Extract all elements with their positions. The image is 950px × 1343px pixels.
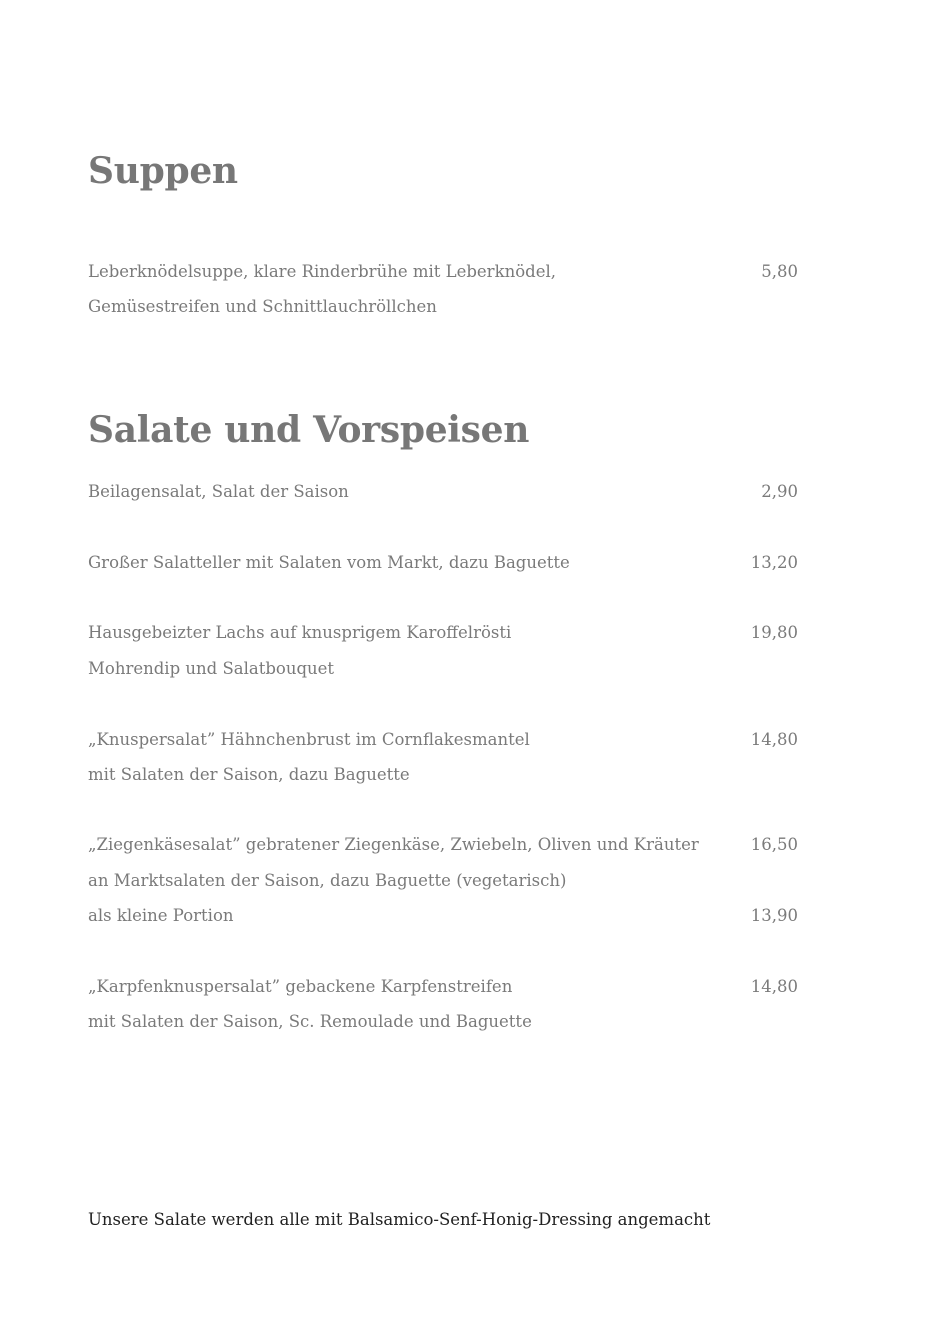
menu-item-price: 2,90 (761, 482, 798, 501)
menu-item-description: mit Salaten der Saison, Sc. Remoulade und Baguette (88, 1012, 532, 1031)
menu-item-description: Leberknödelsuppe, klare Rinderbrühe mit Leberknödel, (88, 262, 556, 281)
menu-item-description: als kleine Portion (88, 906, 234, 925)
menu-item-price: 16,50 (750, 835, 798, 854)
menu-item-description: Beilagensalat, Salat der Saison (88, 482, 349, 501)
menu-item-price: 5,80 (761, 262, 798, 281)
section-title-salate: Salate und Vorspeisen (88, 409, 530, 451)
menu-item-description: Gemüsestreifen und Schnittlauchröllchen (88, 297, 437, 316)
menu-item-description: an Marktsalaten der Saison, dazu Baguette (vegetarisch) (88, 871, 567, 890)
menu-item-description: „Knuspersalat” Hähnchenbrust im Cornflakesmantel (88, 730, 530, 749)
menu-item-description: „Ziegenkäsesalat” gebratener Ziegenkäse, Zwiebeln, Oliven und Kräuter (88, 835, 699, 854)
section-title-suppen: Suppen (88, 150, 238, 192)
menu-item-description: „Karpfenknuspersalat” gebackene Karpfenstreifen (88, 977, 513, 996)
menu-item-price-small-portion: 13,90 (750, 906, 798, 925)
menu-item-description: Großer Salatteller mit Salaten vom Markt, dazu Baguette (88, 553, 570, 572)
menu-item-price: 14,80 (750, 977, 798, 996)
menu-item-description: Hausgebeizter Lachs auf knusprigem Karoffelrösti (88, 623, 512, 642)
menu-item-price: 19,80 (750, 623, 798, 642)
menu-item-price: 13,20 (750, 553, 798, 572)
menu-item-description: Mohrendip und Salatbouquet (88, 659, 335, 678)
menu-item-price: 14,80 (750, 730, 798, 749)
dressing-footnote: Unsere Salate werden alle mit Balsamico-Senf-Honig-Dressing angemacht (88, 1210, 711, 1229)
menu-item-description: mit Salaten der Saison, dazu Baguette (88, 765, 410, 784)
